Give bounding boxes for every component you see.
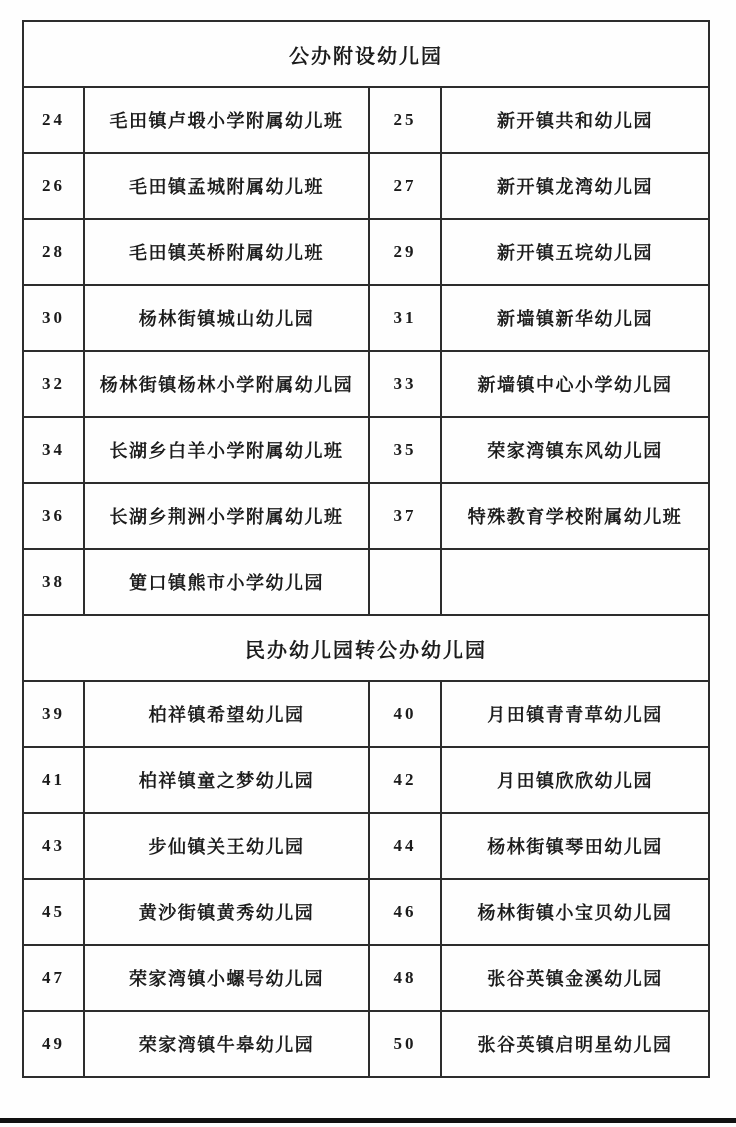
section-header-private-converted <box>23 615 709 681</box>
kindergarten-name: 张谷英镇金溪幼儿园 <box>441 945 709 1011</box>
row-number: 32 <box>23 351 84 417</box>
kindergarten-name: 月田镇欣欣幼儿园 <box>441 747 709 813</box>
row-number: 29 <box>369 219 441 285</box>
row-number: 50 <box>369 1011 441 1077</box>
row-number: 27 <box>369 153 441 219</box>
row-number: 36 <box>23 483 84 549</box>
kindergarten-name: 新开镇五垸幼儿园 <box>441 219 709 285</box>
kindergarten-name: 黄沙街镇黄秀幼儿园 <box>84 879 369 945</box>
row-number: 42 <box>369 747 441 813</box>
kindergarten-name: 筻口镇熊市小学幼儿园 <box>84 549 369 615</box>
row-number: 48 <box>369 945 441 1011</box>
row-number: 31 <box>369 285 441 351</box>
row-number: 43 <box>23 813 84 879</box>
kindergarten-name: 新开镇龙湾幼儿园 <box>441 153 709 219</box>
row-number: 25 <box>369 87 441 153</box>
page-bottom-rule <box>0 1118 736 1123</box>
kindergarten-name: 毛田镇英桥附属幼儿班 <box>84 219 369 285</box>
kindergarten-name <box>441 549 709 615</box>
kindergarten-name: 柏祥镇童之梦幼儿园 <box>84 747 369 813</box>
kindergarten-name: 毛田镇卢塅小学附属幼儿班 <box>84 87 369 153</box>
table-row <box>23 87 709 153</box>
kindergarten-name: 月田镇青青草幼儿园 <box>441 681 709 747</box>
row-number: 47 <box>23 945 84 1011</box>
table-row <box>23 747 709 813</box>
table-row <box>23 1011 709 1077</box>
table-row <box>23 219 709 285</box>
table-row <box>23 813 709 879</box>
row-number: 40 <box>369 681 441 747</box>
kindergarten-name: 长湖乡荆洲小学附属幼儿班 <box>84 483 369 549</box>
table-row <box>23 681 709 747</box>
row-number: 38 <box>23 549 84 615</box>
kindergarten-name: 长湖乡白羊小学附属幼儿班 <box>84 417 369 483</box>
row-number: 45 <box>23 879 84 945</box>
kindergarten-name: 杨林街镇琴田幼儿园 <box>441 813 709 879</box>
row-number: 34 <box>23 417 84 483</box>
row-number: 37 <box>369 483 441 549</box>
row-number: 46 <box>369 879 441 945</box>
kindergarten-roster-table <box>22 20 710 1078</box>
kindergarten-name: 杨林街镇小宝贝幼儿园 <box>441 879 709 945</box>
row-number: 35 <box>369 417 441 483</box>
kindergarten-name: 新开镇共和幼儿园 <box>441 87 709 153</box>
table-row <box>23 351 709 417</box>
kindergarten-name: 杨林街镇杨林小学附属幼儿园 <box>84 351 369 417</box>
kindergarten-name: 特殊教育学校附属幼儿班 <box>441 483 709 549</box>
row-number: 44 <box>369 813 441 879</box>
row-number: 28 <box>23 219 84 285</box>
kindergarten-name: 新墙镇中心小学幼儿园 <box>441 351 709 417</box>
kindergarten-name: 荣家湾镇牛皋幼儿园 <box>84 1011 369 1077</box>
row-number: 41 <box>23 747 84 813</box>
row-number: 33 <box>369 351 441 417</box>
table-row <box>23 285 709 351</box>
table-row <box>23 153 709 219</box>
table-row <box>23 483 709 549</box>
table-row <box>23 549 709 615</box>
kindergarten-name: 荣家湾镇小螺号幼儿园 <box>84 945 369 1011</box>
kindergarten-name: 步仙镇关王幼儿园 <box>84 813 369 879</box>
table-row <box>23 417 709 483</box>
section-header-label: 民办幼儿园转公办幼儿园 <box>23 615 709 681</box>
table-row <box>23 945 709 1011</box>
row-number: 30 <box>23 285 84 351</box>
row-number: 26 <box>23 153 84 219</box>
row-number: 49 <box>23 1011 84 1077</box>
row-number <box>369 549 441 615</box>
kindergarten-name: 杨林街镇城山幼儿园 <box>84 285 369 351</box>
row-number: 24 <box>23 87 84 153</box>
section-header-label: 公办附设幼儿园 <box>23 21 709 87</box>
kindergarten-name: 张谷英镇启明星幼儿园 <box>441 1011 709 1077</box>
row-number: 39 <box>23 681 84 747</box>
kindergarten-name: 毛田镇孟城附属幼儿班 <box>84 153 369 219</box>
kindergarten-name: 柏祥镇希望幼儿园 <box>84 681 369 747</box>
section-header-public-attached <box>23 21 709 87</box>
table-row <box>23 879 709 945</box>
kindergarten-name: 荣家湾镇东风幼儿园 <box>441 417 709 483</box>
kindergarten-name: 新墙镇新华幼儿园 <box>441 285 709 351</box>
